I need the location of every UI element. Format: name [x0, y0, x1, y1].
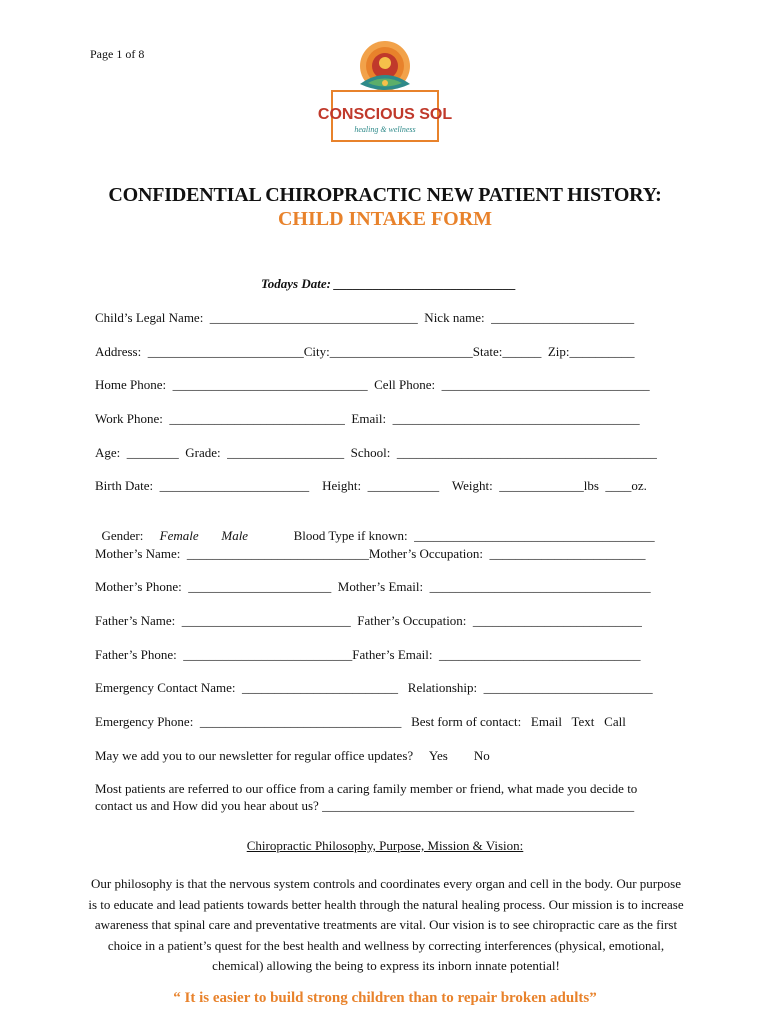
newsletter-row[interactable]: May we add you to our newsletter for regular office updates? Yes No — [95, 748, 490, 763]
phone-row[interactable]: Home Phone: ______________________________ Cell Phone: ________________________________ — [95, 377, 650, 392]
closing-quote: “ It is easier to build strong children than to repair broken adults” — [173, 990, 597, 1006]
logo-tagline: healing & wellness — [354, 125, 416, 134]
age-grade-school-row[interactable]: Age: ________ Grade: __________________ School: ________________________________________ — [95, 445, 657, 460]
logo-mark-icon — [317, 36, 453, 144]
gender-blood-row — [95, 512, 655, 544]
birth-height-weight-row[interactable]: Birth Date: _______________________ Height: ___________ Weight: _____________lbs ____oz. — [95, 478, 647, 493]
father-phone-row[interactable]: Father’s Phone: __________________________Father’s Email: _______________________________ — [95, 647, 641, 662]
child-name-row[interactable]: Child’s Legal Name: ________________________________ Nick name: ______________________ — [95, 310, 635, 325]
form-title: CONFIDENTIAL CHIROPRACTIC NEW PATIENT HISTORY: — [108, 184, 662, 206]
referral-line-2[interactable]: contact us and How did you hear about us? ________________________________________________ — [95, 798, 635, 813]
philosophy-paragraph: Our philosophy is that the nervous system controls and coordinates every organ and cell in the body. Our purpose is to educate and lead patients towards better health through the natural healing process. Our mission is to increase awareness that spinal care and preventative treatments are vital. Our vision is to see chiropractic care as the first choice in a patient’s quest for the best health and wellness by correcting interferences (physical, emotional, chemical) allowing the being to express its inborn innate potential! — [88, 876, 684, 973]
emergency-phone-row[interactable]: Emergency Phone: _______________________________ Best form of contact: Email Text Call — [95, 714, 626, 729]
conscious-sol-logo — [317, 36, 453, 144]
page-number: Page 1 of 8 — [90, 47, 145, 61]
logo-name: CONSCIOUS SOL — [317, 106, 453, 123]
blood-type-field[interactable]: Blood Type if known: _____________________________________ — [293, 528, 655, 543]
gender-female-option[interactable]: Female — [159, 528, 199, 543]
work-email-row[interactable]: Work Phone: ___________________________ Email: ______________________________________ — [95, 411, 640, 426]
mother-name-row[interactable]: Mother’s Name: ____________________________Mother’s Occupation: ________________________ — [95, 546, 646, 561]
address-row[interactable]: Address: ________________________City:______________________State:______ Zip:__________ — [95, 344, 635, 359]
referral-line-1: Most patients are referred to our office from a caring family member or friend, what made you decide to — [95, 781, 638, 796]
gender-label: Gender: — [101, 528, 144, 543]
father-name-row[interactable]: Father’s Name: __________________________ Father’s Occupation: __________________________ — [95, 613, 642, 628]
philosophy-heading: Chiropractic Philosophy, Purpose, Mission & Vision: — [246, 838, 524, 853]
gender-male-option[interactable]: Male — [221, 528, 249, 543]
form-subtitle: CHILD INTAKE FORM — [277, 208, 493, 230]
todays-date-field[interactable]: Todays Date: ____________________________ — [261, 276, 517, 291]
mother-phone-row[interactable]: Mother’s Phone: ______________________ Mother’s Email: __________________________________ — [95, 579, 651, 594]
emergency-contact-row[interactable]: Emergency Contact Name: ________________________ Relationship: __________________________ — [95, 680, 653, 695]
